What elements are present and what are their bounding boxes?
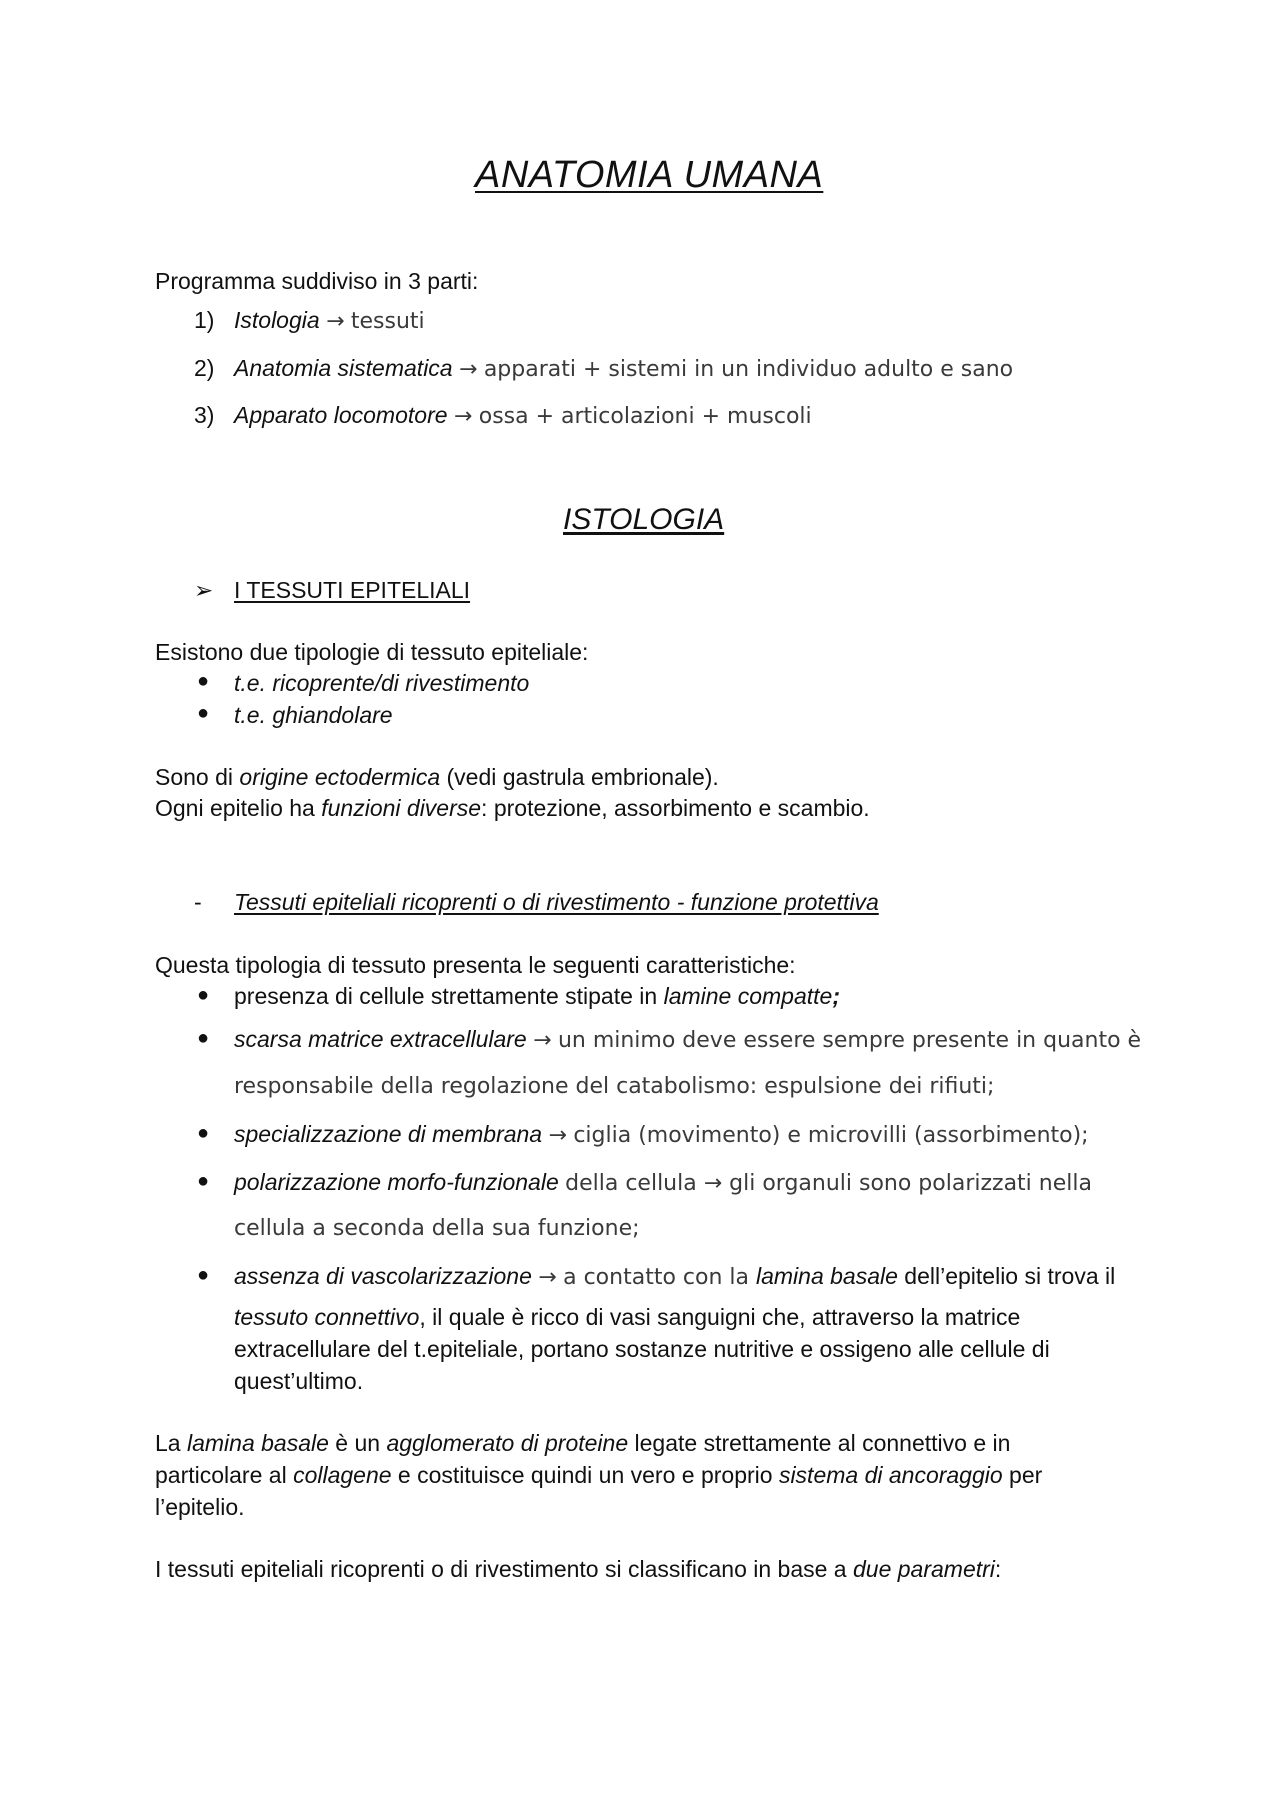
feature-item-4-line-1 <box>234 1167 1092 1199</box>
arrow-icon: → <box>326 309 345 334</box>
lamina-line-2 <box>155 1460 1042 1490</box>
feature-item-2-line-2: responsabile della regolazione del catabolismo: espulsione dei rifiuti; <box>234 1074 995 1099</box>
text-run-italic: funzioni diverse <box>321 795 482 821</box>
text-run-italic: origine ectodermica <box>239 764 441 790</box>
text-run: particolare al <box>155 1462 294 1488</box>
feature-item-4-line-2: cellula a seconda della sua funzione; <box>234 1216 640 1241</box>
text-run-italic: lamina basale <box>755 1263 898 1289</box>
text-run: La <box>155 1430 187 1456</box>
text-run-italic: scarsa matrice extracellulare <box>234 1026 527 1052</box>
text-run-italic: sistema di ancoraggio <box>778 1462 1003 1488</box>
program-item-1 <box>194 305 425 337</box>
bullet-icon: ● <box>197 1122 210 1144</box>
type-item-2: t.e. ghiandolare <box>234 702 393 728</box>
text-run: presenza di cellule strettamente stipate in <box>234 983 664 1009</box>
text-run-italic: lamina basale <box>186 1430 329 1456</box>
text-run: I tessuti epiteliali ricoprenti o di rivestimento si classificano in base a <box>155 1556 853 1582</box>
arrow-icon: → <box>458 357 478 382</box>
section-title: ISTOLOGIA <box>563 503 725 536</box>
bullet-icon: ● <box>197 1264 210 1286</box>
text-run: a contatto con la <box>563 1265 756 1290</box>
program-item-term: Apparato locomotore <box>234 402 448 428</box>
feature-item-5-line-2 <box>234 1302 1020 1332</box>
text-run: dell’epitelio si trova il <box>897 1263 1116 1289</box>
program-intro: Programma suddiviso in 3 parti: <box>155 268 479 294</box>
program-item-term: Anatomia sistematica <box>234 355 453 381</box>
program-item-desc: tessuti <box>350 309 425 334</box>
text-run-italic: lamine compatte <box>663 983 833 1009</box>
program-item-3 <box>194 400 812 432</box>
dash-bullet: - <box>194 889 202 915</box>
program-item-desc: apparati + sistemi in un individuo adulto e sano <box>483 357 1014 382</box>
text-run: Sono di <box>155 764 240 790</box>
functions-line <box>155 793 870 823</box>
text-run: della cellula → gli organuli sono polarizzati nella <box>565 1171 1092 1196</box>
text-run: : protezione, assorbimento e scambio. <box>481 795 870 821</box>
text-run-italic: specializzazione di membrana <box>234 1121 543 1147</box>
feature-item-5-line-4: quest’ultimo. <box>234 1368 364 1394</box>
origin-line <box>155 762 719 792</box>
features-intro: Questa tipologia di tessuto presenta le seguenti caratteristiche: <box>155 952 796 978</box>
bullet-icon: ● <box>197 670 210 692</box>
lamina-line-1 <box>155 1428 1010 1458</box>
feature-item-3 <box>234 1119 1089 1151</box>
bullet-icon: ● <box>197 1170 210 1192</box>
program-item-number: 2) <box>194 355 215 381</box>
subsection-heading-text: Tessuti epiteliali ricoprenti o di rivestimento - funzione protettiva <box>234 889 879 915</box>
text-run-italic: agglomerato di proteine <box>386 1430 629 1456</box>
text-run-italic: due parametri <box>853 1556 995 1582</box>
text-run: , il quale è ricco di vasi sanguigni che, attraverso la matrice <box>419 1304 1021 1330</box>
text-run: Ogni epitelio ha <box>155 795 322 821</box>
arrow-icon: → <box>538 1265 557 1290</box>
program-item-term: Istologia <box>234 307 320 333</box>
arrow-icon: → <box>533 1028 552 1053</box>
types-intro: Esistono due tipologie di tessuto epiteliale: <box>155 639 589 665</box>
text-run-italic: tessuto connettivo <box>234 1304 420 1330</box>
text-run: per <box>1002 1462 1043 1488</box>
text-run: un minimo deve essere sempre presente in quanto è <box>557 1028 1142 1053</box>
text-run: : <box>994 1556 1002 1582</box>
text-run: (vedi gastrula embrionale). <box>440 764 719 790</box>
text-run: e costituisce quindi un vero e proprio <box>391 1462 779 1488</box>
feature-item-2-line-1 <box>234 1024 1141 1056</box>
arrow-icon: → <box>453 404 473 429</box>
program-item-desc: ossa + articolazioni + muscoli <box>478 404 812 429</box>
text-run: ciglia (movimento) e microvilli (assorbimento); <box>573 1123 1089 1148</box>
bullet-icon: ● <box>197 702 210 724</box>
text-run: ; <box>832 983 840 1009</box>
text-run-italic: collagene <box>293 1462 392 1488</box>
classify-line <box>155 1554 1001 1584</box>
section-heading <box>194 575 470 605</box>
text-run: è un <box>328 1430 387 1456</box>
program-item-number: 1) <box>194 307 215 333</box>
type-item-1: t.e. ricoprente/di rivestimento <box>234 670 530 696</box>
subsection-heading <box>194 887 879 917</box>
feature-item-5-line-1 <box>234 1261 1115 1293</box>
text-run: legate strettamente al connettivo e in <box>628 1430 1011 1456</box>
page-title: ANATOMIA UMANA <box>475 154 824 196</box>
lamina-line-3: l’epitelio. <box>155 1494 245 1520</box>
bullet-icon: ● <box>197 1027 210 1049</box>
arrowhead-bullet-icon: ➢ <box>194 577 214 603</box>
feature-item-5-line-3: extracellulare del t.epiteliale, portano sostanze nutritive e ossigeno alle cellule di <box>234 1336 1050 1362</box>
program-item-number: 3) <box>194 402 215 428</box>
text-run-italic: assenza di vascolarizzazione <box>234 1263 532 1289</box>
section-heading-text: I TESSUTI EPITELIALI <box>234 577 471 603</box>
feature-item-1 <box>234 981 840 1011</box>
program-item-2 <box>194 353 1013 385</box>
arrow-icon: → <box>548 1123 567 1148</box>
text-run-italic: polarizzazione morfo-funzionale <box>234 1169 559 1195</box>
bullet-icon: ● <box>197 984 210 1006</box>
